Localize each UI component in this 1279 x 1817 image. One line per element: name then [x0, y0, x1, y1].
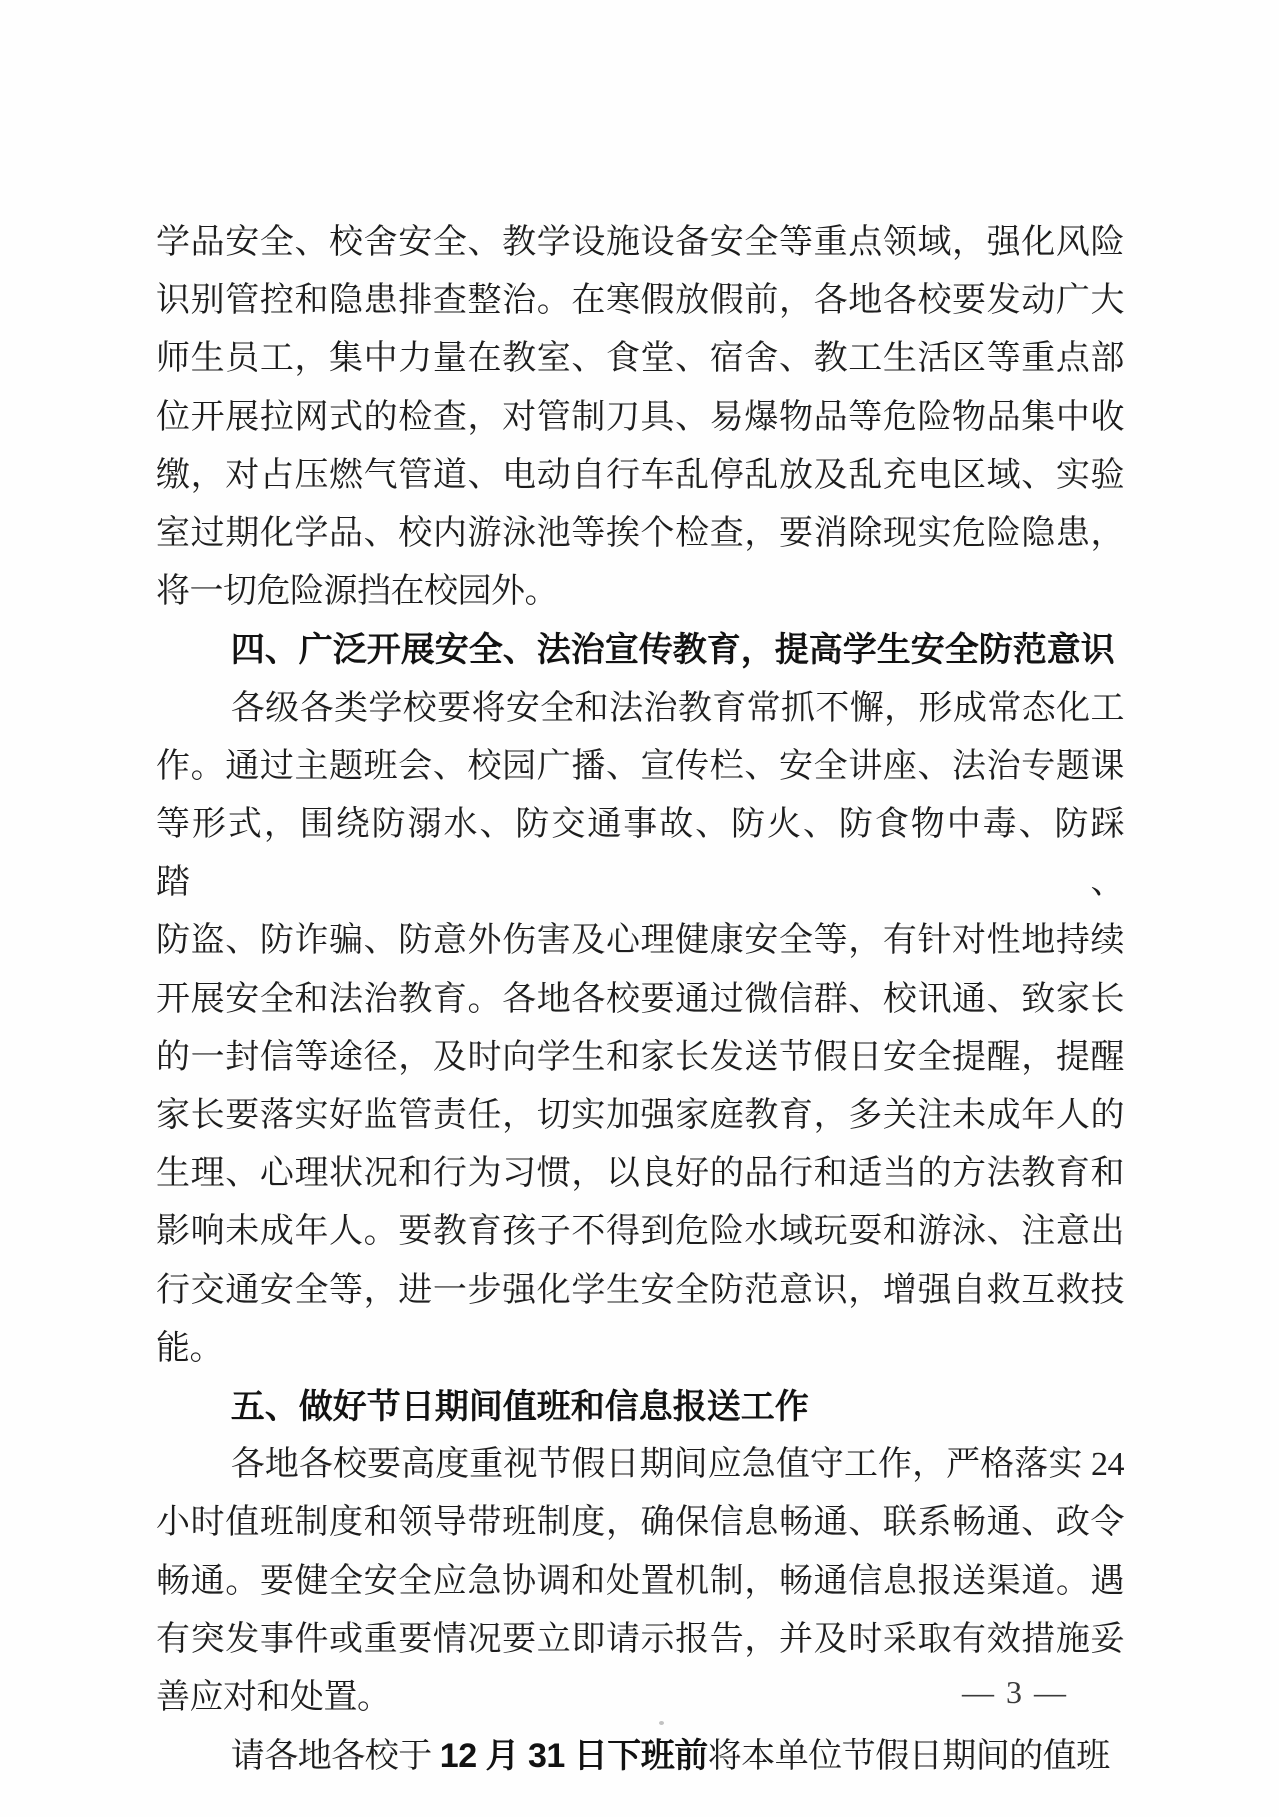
section-heading-5 — [156, 1378, 1124, 1436]
text-line — [156, 912, 1124, 970]
text-line — [156, 1029, 1124, 1087]
line-text: 有突发事件或重要情况要立即请示报告，并及时采取有效措施妥 — [156, 1620, 1124, 1658]
line-text: 开展安全和法治教育。各地各校要通过微信群、校讯通、致家长 — [156, 980, 1124, 1018]
text-line — [156, 1145, 1124, 1203]
text-line — [156, 1436, 1124, 1494]
line-text: 小时值班制度和领导带班制度，确保信息畅通、联系畅通、政令 — [156, 1504, 1124, 1542]
line-text: 家长要落实好监管责任，切实加强家庭教育，多关注未成年人的 — [156, 1097, 1124, 1135]
text-line — [156, 738, 1124, 796]
line-text: 室过期化学品、校内游泳池等挨个检查，要消除现实危险隐患， — [156, 515, 1124, 553]
page-number: — 3 — — [962, 1674, 1068, 1710]
line-text: 缴，对占压燃气管道、电动自行车乱停乱放及乱充电区域、实验 — [156, 456, 1124, 494]
line-text: 畅通。要健全安全应急协调和处置机制，畅通信息报送渠道。遇 — [156, 1562, 1124, 1600]
text-line — [156, 272, 1124, 330]
line-text: 将一切危险源挡在校园外。 — [156, 573, 558, 611]
section-heading-4 — [156, 621, 1124, 679]
line-text: 行交通安全等，进一步强化学生安全防范意识，增强自救互救技能。 — [156, 1271, 1124, 1367]
line-text: 善应对和处置。 — [156, 1679, 391, 1717]
text-line — [156, 389, 1124, 447]
line-text: 影响未成年人。要教育孩子不得到危险水域玩耍和游泳、注意出 — [156, 1213, 1124, 1251]
text-line — [156, 214, 1124, 272]
line-text: 生理、心理状况和行为习惯，以良好的品行和适当的方法教育和 — [156, 1155, 1124, 1193]
line-text: 防盗、防诈骗、防意外伤害及心理健康安全等，有针对性地持续 — [156, 922, 1124, 960]
text-line — [156, 1494, 1124, 1552]
text-line — [156, 1553, 1124, 1611]
deadline-bold-text: 12 月 31 日下班前 — [439, 1737, 708, 1776]
line-text: 识别管控和隐患排查整治。在寒假放假前，各地各校要发动广大 — [156, 282, 1124, 320]
text-line — [156, 1203, 1124, 1261]
text-line — [156, 330, 1124, 388]
text-line — [156, 1262, 1124, 1378]
line-text: 各地各校要高度重视节假日期间应急值守工作，严格落实 24 — [230, 1446, 1124, 1484]
line-text: 师生员工，集中力量在教室、食堂、宿舍、教工生活区等重点部 — [156, 340, 1124, 378]
line-text: 位开展拉网式的检查，对管制刀具、易爆物品等危险物品集中收 — [156, 398, 1124, 436]
line-text: 五、做好节日期间值班和信息报送工作 — [230, 1388, 809, 1427]
line-text: 请各地各校于 — [230, 1738, 440, 1776]
text-line — [156, 563, 1124, 621]
text-line — [156, 505, 1124, 563]
text-line — [156, 1611, 1124, 1669]
text-column — [156, 214, 1124, 1786]
line-text: 的一封信等途径，及时向学生和家长发送节假日安全提醒，提醒 — [156, 1038, 1124, 1076]
line-text: 各级各类学校要将安全和法治教育常抓不懈，形成常态化工 — [230, 689, 1124, 727]
text-line — [156, 971, 1124, 1029]
text-line — [156, 680, 1124, 738]
line-text: 学品安全、校舍安全、教学设施设备安全等重点领域，强化风险 — [156, 224, 1124, 261]
deadline-line — [156, 1727, 1124, 1786]
line-text: 等形式，围绕防溺水、防交通事故、防火、防食物中毒、防踩踏、 — [156, 806, 1124, 902]
line-text: 将本单位节假日期间的值班 — [707, 1738, 1110, 1776]
text-line — [156, 1087, 1124, 1145]
line-text: 四、广泛开展安全、法治宣传教育，提高学生安全防范意识 — [230, 631, 1115, 670]
text-line — [156, 796, 1124, 912]
line-text: 作。通过主题班会、校园广播、宣传栏、安全讲座、法治专题课 — [156, 747, 1124, 785]
text-line — [156, 447, 1124, 505]
scan-speck — [659, 1721, 664, 1725]
